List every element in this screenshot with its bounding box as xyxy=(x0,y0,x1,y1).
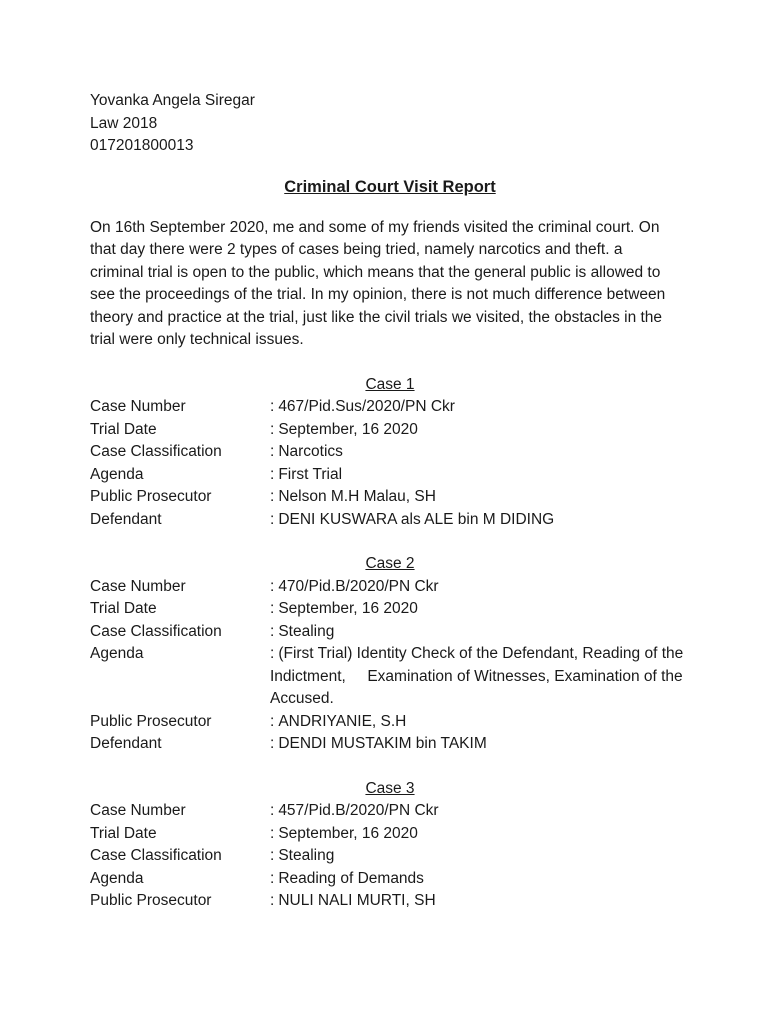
case-row-trial-date xyxy=(90,419,690,442)
case-row-value xyxy=(270,598,690,621)
case-row-agenda xyxy=(90,868,690,891)
case-row-defendant xyxy=(90,733,690,756)
separator: : xyxy=(270,420,275,438)
case-row-label: Agenda xyxy=(90,465,144,483)
case-number-value: 467/Pid.Sus/2020/PN Ckr xyxy=(278,398,455,415)
case-row-label: Trial Date xyxy=(90,824,157,842)
case-row-label: Case Number xyxy=(90,802,186,819)
case-row-value xyxy=(270,419,690,442)
separator: : xyxy=(270,712,275,730)
case-row-value xyxy=(270,733,690,756)
case-row-classification xyxy=(90,441,690,464)
case-row-case-number xyxy=(90,800,690,823)
author-block xyxy=(90,90,690,158)
case-row-label: Defendant xyxy=(90,510,162,528)
separator: : xyxy=(270,892,275,909)
separator: : xyxy=(270,622,275,640)
trial-date-value: September, 16 2020 xyxy=(278,824,418,842)
agenda-value: (First Trial) Identity Check of the Defendant, Reading of the Indictment, Examination of Witnesses, Examination of the Accused. xyxy=(270,645,688,707)
case-row-label: Agenda xyxy=(90,869,144,887)
separator: : xyxy=(270,577,275,595)
separator: : xyxy=(270,510,275,528)
case-row-prosecutor xyxy=(90,890,690,913)
case-row-value xyxy=(270,800,690,823)
case-row-value xyxy=(270,711,690,734)
case-row-label: Public Prosecutor xyxy=(90,712,212,730)
case-row-value xyxy=(270,441,690,464)
case-section xyxy=(90,778,690,913)
case-row-value xyxy=(270,576,690,599)
separator: : xyxy=(270,398,275,415)
separator: : xyxy=(270,443,275,460)
case-row-case-number xyxy=(90,576,690,599)
case-row-value xyxy=(270,823,690,846)
trial-date-value: September, 16 2020 xyxy=(278,600,418,617)
case-row-label: Public Prosecutor xyxy=(90,892,212,909)
report-title: Criminal Court Visit Report xyxy=(284,177,496,196)
case-row-label: Case Classification xyxy=(90,622,222,640)
case-row-label: Agenda xyxy=(90,645,144,662)
case-number-value: 470/Pid.B/2020/PN Ckr xyxy=(278,577,439,595)
case-section xyxy=(90,553,690,756)
intro-paragraph: On 16th September 2020, me and some of my friends visited the criminal court. On that day there were 2 types of cases being tried, namely narcotics and theft. a criminal trial is open to the public, which means that the general public is allowed to see the proceedings of the trial. In my opinion, there is not much difference between theory and practice at the trial, just like the civil trials we visited, the obstacles in the trial were only technical issues. xyxy=(90,218,666,348)
case-row-agenda xyxy=(90,464,690,487)
case-row-label: Case Classification xyxy=(90,443,222,460)
defendant-value: DENDI MUSTAKIM bin TAKIM xyxy=(278,735,487,752)
case-heading: Case 1 xyxy=(365,375,415,393)
prosecutor-value: Nelson M.H Malau, SH xyxy=(278,488,436,505)
case-row-label: Trial Date xyxy=(90,600,157,617)
prosecutor-value: ANDRIYANIE, S.H xyxy=(278,712,407,730)
case-row-trial-date xyxy=(90,823,690,846)
classification-value: Stealing xyxy=(278,847,335,864)
case-row-value xyxy=(270,890,690,913)
case-row-label: Case Number xyxy=(90,577,186,595)
case-heading: Case 3 xyxy=(365,779,415,797)
trial-date-value: September, 16 2020 xyxy=(278,420,418,438)
defendant-value: DENI KUSWARA als ALE bin M DIDING xyxy=(278,510,555,528)
case-row-value xyxy=(270,396,690,419)
author-name: Yovanka Angela Siregar xyxy=(90,92,255,109)
case-row-agenda xyxy=(90,643,690,711)
separator: : xyxy=(270,600,275,617)
case-row-classification xyxy=(90,845,690,868)
case-row-value xyxy=(270,464,690,487)
case-row-label: Case Classification xyxy=(90,847,222,864)
case-row-label: Public Prosecutor xyxy=(90,488,212,505)
case-row-case-number xyxy=(90,396,690,419)
case-row-prosecutor xyxy=(90,711,690,734)
case-row-label: Trial Date xyxy=(90,420,157,438)
separator: : xyxy=(270,645,275,662)
case-row-classification xyxy=(90,621,690,644)
case-row-prosecutor xyxy=(90,486,690,509)
separator: : xyxy=(270,488,275,505)
case-row-label: Defendant xyxy=(90,735,162,752)
case-row-defendant xyxy=(90,509,690,532)
classification-value: Narcotics xyxy=(278,443,343,460)
case-row-value xyxy=(270,509,690,532)
separator: : xyxy=(270,465,275,483)
agenda-value: First Trial xyxy=(278,465,343,483)
case-section xyxy=(90,374,690,532)
case-row-trial-date xyxy=(90,598,690,621)
case-row-value xyxy=(270,643,690,711)
case-row-value xyxy=(270,845,690,868)
separator: : xyxy=(270,735,275,752)
case-row-label: Case Number xyxy=(90,398,186,415)
case-heading: Case 2 xyxy=(365,555,415,572)
case-row-value xyxy=(270,621,690,644)
case-row-value xyxy=(270,868,690,891)
separator: : xyxy=(270,824,275,842)
author-program: Law 2018 xyxy=(90,114,158,132)
report-page xyxy=(90,90,690,913)
case-number-value: 457/Pid.B/2020/PN Ckr xyxy=(278,802,439,819)
separator: : xyxy=(270,847,275,864)
agenda-value: Reading of Demands xyxy=(278,869,424,887)
separator: : xyxy=(270,869,275,887)
case-row-value xyxy=(270,486,690,509)
separator: : xyxy=(270,802,275,819)
classification-value: Stealing xyxy=(278,622,335,640)
author-student-id: 017201800013 xyxy=(90,137,194,154)
prosecutor-value: NULI NALI MURTI, SH xyxy=(278,892,436,909)
